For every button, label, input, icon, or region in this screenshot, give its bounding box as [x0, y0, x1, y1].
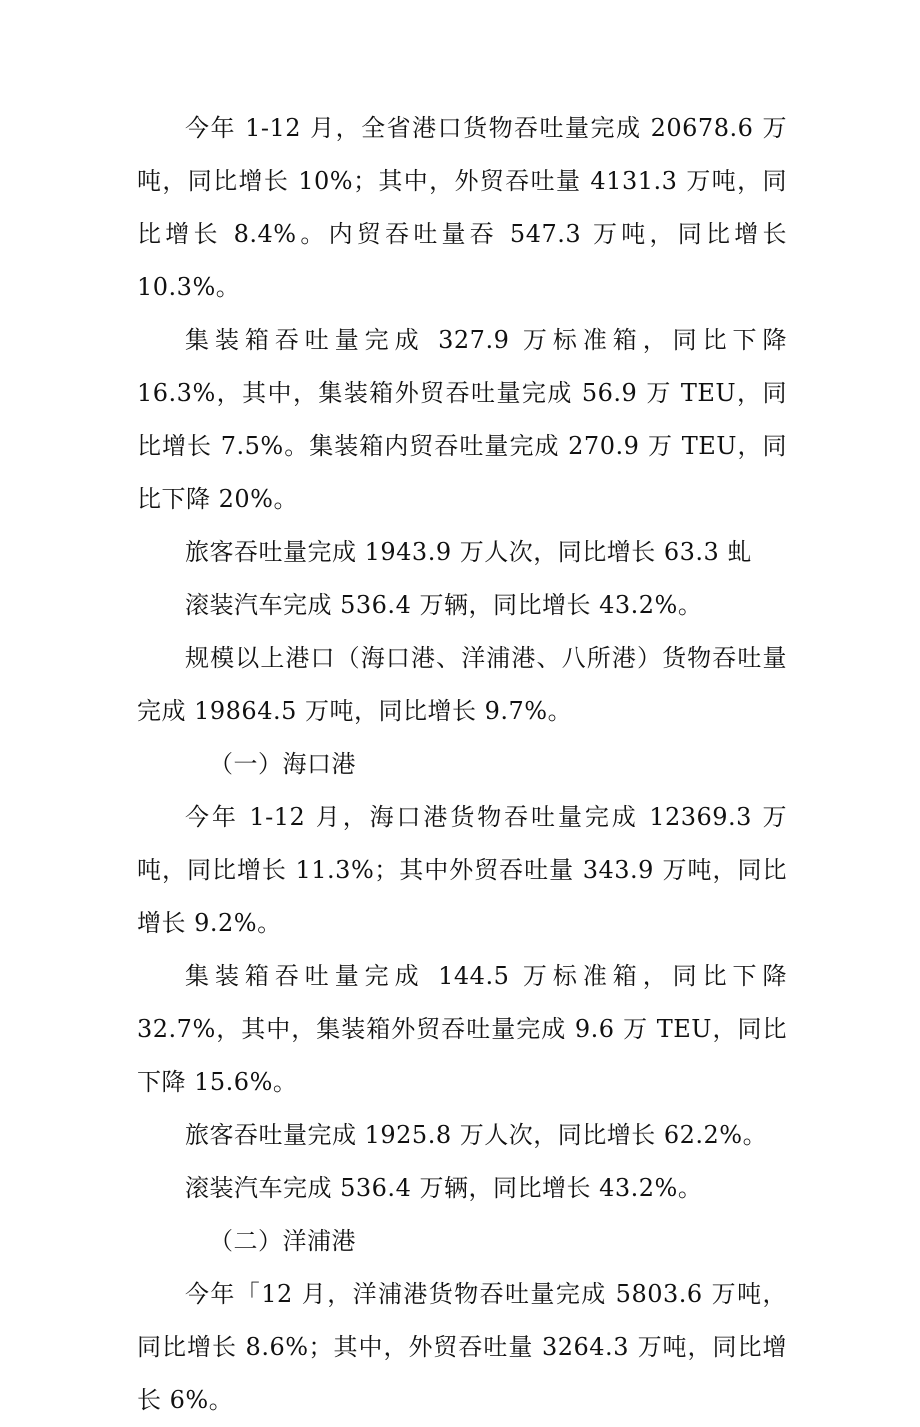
paragraph-haikou-passenger: 旅客吞吐量完成 1925.8 万人次，同比增长 62.2%。: [185, 1121, 768, 1149]
paragraph-major-ports: 规模以上港口（海口港、洋浦港、八所港）货物吞吐量完成 19864.5 万吨，同比增长 9.7%。: [137, 644, 787, 725]
section-title-yangpu: （二）洋浦港: [209, 1227, 356, 1255]
paragraph-passenger-throughput: 旅客吞吐量完成 1943.9 万人次，同比增长 63.3 虬: [185, 538, 752, 566]
paragraph-haikou-container: 集装箱吞吐量完成 144.5 万标准箱，同比下降 32.7%，其中，集装箱外贸吞吐量完成 9.6 万 TEU，同比下降 15.6%。: [137, 962, 787, 1096]
section-title-haikou: （一）海口港: [209, 750, 356, 778]
document-body: [137, 102, 787, 1427]
paragraph-roro-vehicles: 滚装汽车完成 536.4 万辆，同比增长 43.2%。: [185, 591, 703, 619]
paragraph-container-throughput: 集装箱吞吐量完成 327.9 万标准箱，同比下降 16.3%，其中，集装箱外贸吞吐量完成 56.9 万 TEU，同比增长 7.5%。集装箱内贸吞吐量完成 270.9 万 TEU，同比下降 20%。: [137, 326, 787, 513]
paragraph-haikou-roro: 滚装汽车完成 536.4 万辆，同比增长 43.2%。: [185, 1174, 703, 1202]
paragraph-total-throughput: 今年 1-12 月，全省港口货物吞吐量完成 20678.6 万吨，同比增长 10%；其中，外贸吞吐量 4131.3 万吨，同比增长 8.4%。内贸吞吐量吞 547.3 万吨，同比增长 10.3%。: [137, 114, 787, 301]
paragraph-yangpu-cargo: 今年「12 月，洋浦港货物吞吐量完成 5803.6 万吨，同比增长 8.6%；其中，外贸吞吐量 3264.3 万吨，同比增长 6%。: [137, 1280, 787, 1414]
paragraph-haikou-cargo: 今年 1-12 月，海口港货物吞吐量完成 12369.3 万吨，同比增长 11.3%；其中外贸吞吐量 343.9 万吨，同比增长 9.2%。: [137, 803, 787, 937]
